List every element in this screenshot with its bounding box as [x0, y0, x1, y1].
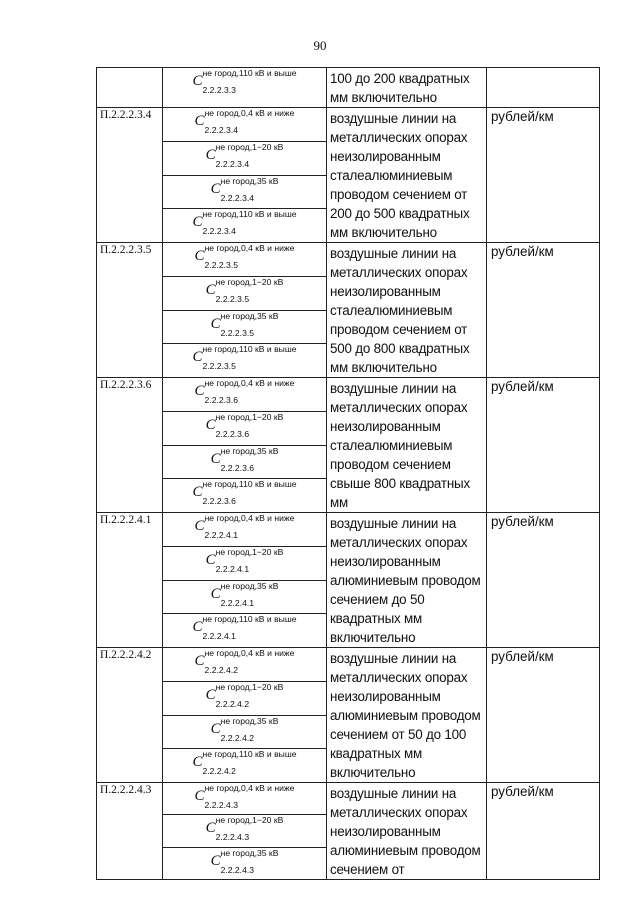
- tariff-table-body: [97, 68, 600, 880]
- rate-cell: [163, 546, 327, 580]
- rate-symbol: $C^{не город,110 кВ и выше}$ 2.2.2.3.6: [192, 479, 297, 507]
- tariff-table: [96, 67, 600, 880]
- rate-cell: [163, 479, 327, 513]
- rate-symbol: $C^{не город,1-20 кВ}$ 2.2.2.3.6: [205, 411, 284, 439]
- code-cell: П.2.2.2.3.5: [97, 243, 163, 378]
- rate-symbol: $C^{не город,110 кВ и выше}$ 2.2.2.3.3: [192, 68, 297, 95]
- code-cell: [97, 68, 163, 108]
- rate-cell: [163, 411, 327, 445]
- rate-cell: [163, 68, 327, 108]
- rate-cell: [163, 580, 327, 614]
- rate-cell: [163, 715, 327, 749]
- description-cell: воздушные линии на металлических опорах неизолированным алюминиевым проводом сечением до 50 квадратных мм включительно: [327, 513, 487, 648]
- rate-symbol: $C^{не город,0,4 кВ и ниже}$ 2.2.2.3.6: [194, 378, 295, 405]
- rate-cell: [163, 681, 327, 715]
- rate-symbol: $C^{не город,35 кВ}$ 2.2.2.4.2: [210, 715, 279, 743]
- unit-cell: [487, 68, 600, 108]
- unit-cell: рублей/км: [487, 378, 600, 513]
- table-row: [97, 243, 600, 277]
- unit-cell: рублей/км: [487, 783, 600, 880]
- rate-symbol: $C^{не город,0,4 кВ и ниже}$ 2.2.2.3.4: [194, 108, 295, 135]
- rate-symbol: $C^{не город,1-20 кВ}$ 2.2.2.3.4: [205, 141, 284, 169]
- code-cell: П.2.2.2.3.6: [97, 378, 163, 513]
- description-cell: воздушные линии на металлических опорах неизолированным сталеалюминиевым проводом сечением свыше 800 квадратных мм: [327, 378, 487, 513]
- table-row: [97, 783, 600, 815]
- table-row: [97, 648, 600, 682]
- table-row: [97, 378, 600, 412]
- rate-symbol: $C^{не город,1-20 кВ}$ 2.2.2.4.3: [205, 815, 284, 843]
- rate-symbol: $C^{не город,0,4 кВ и ниже}$ 2.2.2.3.5: [194, 243, 295, 270]
- code-cell: П.2.2.2.4.2: [97, 648, 163, 783]
- rate-cell: [163, 175, 327, 209]
- rate-symbol: $C^{не город,0,4 кВ и ниже}$ 2.2.2.4.1: [194, 513, 295, 540]
- unit-cell: рублей/км: [487, 108, 600, 243]
- table-row: [97, 108, 600, 142]
- rate-symbol: $C^{не город,35 кВ}$ 2.2.2.4.1: [210, 580, 279, 608]
- rate-cell: [163, 648, 327, 682]
- rate-symbol: $C^{не город,0,4 кВ и ниже}$ 2.2.2.4.3: [194, 783, 295, 810]
- unit-cell: рублей/км: [487, 513, 600, 648]
- rate-symbol: $C^{не город,0,4 кВ и ниже}$ 2.2.2.4.2: [194, 648, 295, 675]
- rate-cell: [163, 445, 327, 479]
- rate-symbol: $C^{не город,35 кВ}$ 2.2.2.3.6: [210, 445, 279, 473]
- rate-cell: [163, 141, 327, 175]
- rate-symbol: $C^{не город,35 кВ}$ 2.2.2.4.3: [210, 847, 279, 875]
- rate-cell: [163, 614, 327, 648]
- rate-symbol: $C^{не город,1-20 кВ}$ 2.2.2.4.1: [205, 546, 284, 574]
- page-number: 90: [313, 38, 327, 53]
- table-row: [97, 513, 600, 547]
- rate-symbol: $C^{не город,110 кВ и выше}$ 2.2.2.4.2: [192, 749, 297, 777]
- code-cell: П.2.2.2.4.3: [97, 783, 163, 880]
- rate-cell: [163, 276, 327, 310]
- rate-cell: [163, 344, 327, 378]
- rate-cell: [163, 209, 327, 243]
- rate-cell: [163, 749, 327, 783]
- rate-symbol: $C^{не город,35 кВ}$ 2.2.2.3.5: [210, 310, 279, 338]
- rate-symbol: $C^{не город,110 кВ и выше}$ 2.2.2.3.5: [192, 344, 297, 372]
- rate-cell: [163, 108, 327, 142]
- rate-cell: [163, 378, 327, 412]
- unit-cell: рублей/км: [487, 243, 600, 378]
- description-cell: воздушные линии на металлических опорах неизолированным сталеалюминиевым проводом сечением от 200 до 500 квадратных мм включительно: [327, 108, 487, 243]
- table-row: [97, 68, 600, 108]
- description-cell: воздушные линии на металлических опорах неизолированным алюминиевым проводом сечением от 50 до 100 квадратных мм включительно: [327, 648, 487, 783]
- description-cell: 100 до 200 квадратных мм включительно: [327, 68, 487, 108]
- code-cell: П.2.2.2.4.1: [97, 513, 163, 648]
- description-cell: воздушные линии на металлических опорах неизолированным сталеалюминиевым проводом сечением от 500 до 800 квадратных мм включительно: [327, 243, 487, 378]
- rate-symbol: $C^{не город,1-20 кВ}$ 2.2.2.4.2: [205, 681, 284, 709]
- rate-cell: [163, 783, 327, 815]
- rate-symbol: $C^{не город,110 кВ и выше}$ 2.2.2.4.1: [192, 614, 297, 642]
- rate-cell: [163, 815, 327, 847]
- rate-symbol: $C^{не город,110 кВ и выше}$ 2.2.2.3.4: [192, 209, 297, 237]
- unit-cell: рублей/км: [487, 648, 600, 783]
- rate-cell: [163, 513, 327, 547]
- code-cell: П.2.2.2.3.4: [97, 108, 163, 243]
- rate-cell: [163, 243, 327, 277]
- rate-symbol: $C^{не город,35 кВ}$ 2.2.2.3.4: [210, 175, 279, 203]
- description-cell: воздушные линии на металлических опорах неизолированным алюминиевым проводом сечением от: [327, 783, 487, 880]
- rate-cell: [163, 847, 327, 879]
- rate-cell: [163, 310, 327, 344]
- rate-symbol: $C^{не город,1-20 кВ}$ 2.2.2.3.5: [205, 276, 284, 304]
